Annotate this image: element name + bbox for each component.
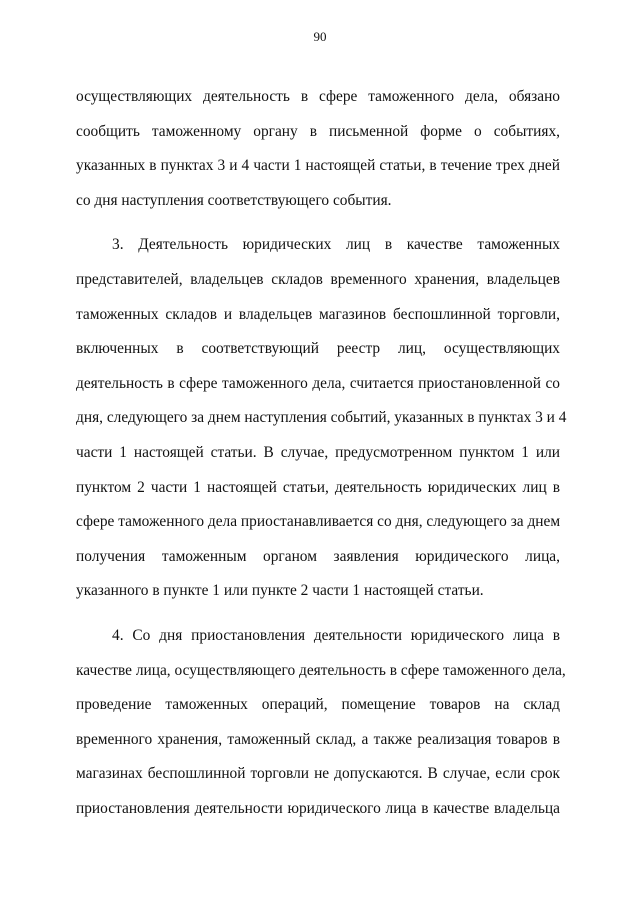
- text-line: получения таможенным органом заявления юридического лица,: [76, 547, 560, 565]
- paragraph-continuation: [76, 80, 560, 218]
- text-line: пунктом 2 части 1 настоящей статьи, деятельность юридических лиц в: [76, 478, 560, 496]
- paragraph-gap: [76, 609, 560, 619]
- text-line: включенных в соответствующий реестр лиц, осуществляющих: [76, 340, 560, 358]
- text-line: указанных в пунктах 3 и 4 части 1 настоящей статьи, в течение трех дней: [76, 157, 560, 175]
- paragraph-item-3: [76, 228, 567, 609]
- text-line: сообщить таможенному органу в письменной форме о событиях,: [76, 122, 560, 140]
- text-line: части 1 настоящей статьи. В случае, предусмотренном пунктом 1 или: [76, 443, 560, 461]
- text-line: осуществляющих деятельность в сфере таможенного дела, обязано: [76, 88, 560, 105]
- text-line: дня, следующего за днем наступления событий, указанных в пунктах 3 и 4: [76, 409, 567, 427]
- text-line: со дня наступления соответствующего события.: [76, 191, 392, 209]
- paragraph-item-4: [76, 619, 566, 827]
- text-line: представителей, владельцев складов временного хранения, владельцев: [76, 270, 560, 288]
- text-line: сфере таможенного дела приостанавливается со дня, следующего за днем: [76, 513, 561, 531]
- paragraph-gap: [76, 218, 560, 228]
- text-line: магазинах беспошлинной торговли не допускаются. В случае, если срок: [76, 765, 560, 783]
- text-line: указанного в пункте 1 или пункте 2 части 1 настоящей статьи.: [76, 582, 484, 600]
- text-line: деятельность в сфере таможенного дела, считается приостановленной со: [76, 374, 560, 392]
- text-line: временного хранения, таможенный склад, а также реализация товаров в: [76, 730, 560, 748]
- document-body: [76, 80, 567, 826]
- text-line: таможенных складов и владельцев магазинов беспошлинной торговли,: [76, 305, 560, 323]
- text-line: проведение таможенных операций, помещение товаров на склад: [76, 696, 560, 714]
- text-line: качестве лица, осуществляющего деятельность в сфере таможенного дела,: [76, 661, 566, 679]
- page-number: 90: [313, 29, 327, 44]
- text-line: приостановления деятельности юридического лица в качестве владельца: [76, 799, 560, 817]
- text-line: 3. Деятельность юридических лиц в качестве таможенных: [112, 236, 560, 254]
- text-line: 4. Со дня приостановления деятельности юридического лица в: [112, 626, 560, 644]
